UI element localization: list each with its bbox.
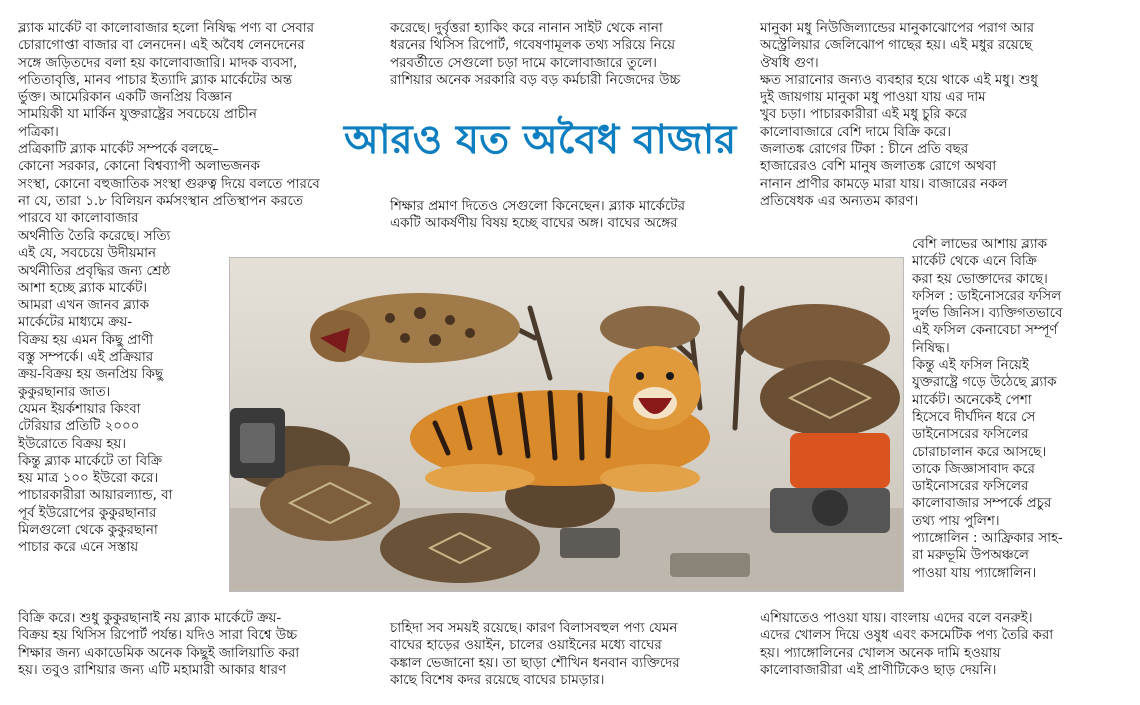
text-line: মার্কেট। অনেকেই পেশা [912, 392, 1032, 408]
text-line: চোরাচালান করে আসছে। [912, 444, 1047, 460]
text-line: ডাইনোসরের ফসিলের [912, 479, 1029, 495]
text-line: বিক্রয় হয় এমন কিছু প্রাণী [18, 332, 154, 348]
text-line: পাচারকারীরা আয়ারল্যান্ড, বা [18, 488, 173, 504]
text-line: সাময়িকী যা মার্কিন যুক্তরাষ্ট্রের সবচেয়ে প্রাচীন [18, 107, 257, 123]
text-line: পূর্ব ইউরোপের কুকুরছানার [18, 505, 157, 521]
text-line: নিষিদ্ধ। [912, 340, 950, 356]
text-line: রা মরুভূমি উপঅঞ্চলে [912, 548, 1029, 564]
text-line: কিন্তু এই ফসিল নিয়েই [912, 358, 1029, 374]
text-line: সঙ্গে জড়িতদের বলা হয় কালোবাজারি। মাদক ব্যবসা, [18, 55, 298, 71]
col2-bottom-text [390, 620, 680, 689]
text-line: বস্তু সম্পর্কে। এই প্রক্রিয়ার [18, 350, 154, 366]
text-line: প্রত্রিকাটি ব্ল্যাক মার্কেট সম্পর্কে বলছে– [18, 142, 219, 158]
col3-right-text [912, 236, 1063, 582]
text-line: প্যাঙ্গোলিন : আফ্রিকার সাহ- [912, 531, 1063, 547]
text-line: মার্কেট থেকে এনে বিক্রি [912, 254, 1037, 270]
text-line: ক্রয়-বিক্রয় হয় জনপ্রিয় কিছু [18, 367, 163, 383]
text-line: এই যে, সবচেয়ে উদীয়মান [18, 246, 156, 262]
text-line: মার্কেটের মাধ্যমে ক্রয়- [18, 315, 133, 331]
text-line: বিক্রয় হয় থিসিস রিপোর্ট পর্যন্ত। যদিও সারা বিশ্বে উচ্চ [18, 628, 297, 644]
col1-bottom-text [18, 610, 299, 679]
text-line: যেমন ইয়র্কশায়ার কিংবা [18, 401, 141, 417]
text-line: খুব চড়া। পাচারকারীরা এই মধু চুরি করে [760, 107, 968, 123]
text-line: কুকুরছানার জাত। [18, 384, 111, 400]
col2-mid-text [390, 198, 685, 233]
text-line: অস্ট্রেলিয়ার জেলিঝোপ গাছের হয়। এই মধুর রয়েছে [760, 38, 1033, 54]
text-line: বিক্রি করে। শুধু কুকুরছানাই নয় ব্ল্যাক মার্কেটে ক্রয়- [18, 611, 282, 626]
seized-wildlife-photo [229, 257, 904, 592]
text-line: পাওয়া যায় প্যাঙ্গোলিন। [912, 565, 1037, 581]
text-line: ঔষধি গুণ। [760, 55, 819, 71]
text-line: টেরিয়ার প্রতিটি ২০০০ [18, 419, 140, 435]
text-line: হয়। প্যাঙ্গোলিনের খোলস অনেক দামি হওয়ায় [760, 645, 1001, 661]
col3-bottom-text [760, 610, 1053, 679]
text-line: জলাতঙ্ক রোগের টিকা : চীনে প্রতি বছর [760, 142, 969, 158]
text-line: হাজারেরও বেশি মানুষ জলাতঙ্ক রোগে অথবা [760, 159, 997, 175]
text-line: অর্থনীতির প্রবৃদ্ধির জন্য শ্রেষ্ঠ [18, 263, 171, 279]
text-line: পারবে যা কালোবাজার [18, 211, 139, 227]
text-line: তথ্য পায় পুলিশ। [912, 513, 1000, 529]
article-headline: আরও যত অবৈধ বাজার [344, 116, 737, 163]
text-line: একটি আকর্ষণীয় বিষয় হচ্ছে বাঘের অঙ্গ। বাঘের অঙ্গের [390, 216, 678, 232]
text-line: চাহিদা সব সময়ই রয়েছে। কারণ বিলাসবহুল পণ্য যেমন [390, 621, 678, 636]
text-line: করেছে। দুর্বৃত্তরা হ্যাকিং করে নানান সাইট থেকে নানা [390, 21, 663, 36]
text-line: কালোবাজারে বেশি দামে বিক্রি করে। [760, 124, 952, 140]
text-line: ইউরোতে বিক্রয় হয়। [18, 436, 127, 452]
text-line: হয় মাত্র ১০০ ইউরো করে। [18, 471, 159, 487]
text-line: ব্ল্যাক মার্কেট বা কালোবাজার হলো নিষিদ্ধ পণ্য বা সেবার [18, 21, 314, 36]
text-line: কাছে বিশেষ কদর রয়েছে বাঘের চামড়ার। [390, 672, 605, 688]
col1-left-text [18, 228, 172, 557]
col2-top-text [390, 20, 680, 89]
text-line: কোনো সরকার, কোনো বিশ্বব্যাপী অলাভজনক [18, 159, 260, 175]
text-line: ধরনের থিসিস রিপোর্ট, গবেষণামূলক তথ্য সরিয়ে নিয়ে [390, 38, 676, 54]
text-line: কালোবাজারীরা এই প্রাণীটিকেও ছাড় দেয়নি। [760, 662, 997, 678]
text-line: অর্থনীতি তৈরি করেছে। সত্যি [18, 229, 171, 244]
text-line: মানুকা মধু নিউজিল্যান্ডের মানুকাঝোপের পরাগ আর [760, 21, 1034, 36]
text-line: ক্ষত সারানোর জন্যও ব্যবহার হয়ে থাকে এই মধু। শুধু [760, 72, 1038, 88]
text-line: র্ভুক্ত। আমেরিকান একটি জনপ্রিয় বিজ্ঞান [18, 90, 233, 106]
text-line: আমরা এখন জানব ব্ল্যাক [18, 298, 150, 314]
text-line: আশা হচ্ছে ব্ল্যাক মার্কেট। [18, 280, 148, 296]
text-line: বেশি লাভের আশায় ব্ল্যাক [912, 237, 1047, 252]
text-line: দুর্লভ জিনিস। ব্যক্তিগতভাবে [912, 306, 1063, 322]
text-line: কিন্তু ব্ল্যাক মার্কেটে তা বিক্রি [18, 453, 163, 469]
text-line: এদের খোলস দিয়ে ওষুধ এবং কসমেটিক পণ্য তৈরি করা [760, 628, 1054, 644]
text-line: হিসেবে দীর্ঘদিন ধরে সে [912, 409, 1036, 425]
text-line: হয়। তবুও রাশিয়ার জন্য এটি মহামারী আকার ধারণ [18, 662, 287, 678]
text-line: তাকে জিজ্ঞাসাবাদ করে [912, 461, 1035, 477]
text-line: এই ফসিল কেনাবেচা সম্পূর্ণ [912, 323, 1058, 339]
text-line: করা হয় ভোক্তাদের কাছে। [912, 271, 1048, 287]
text-line: চোরাগোপ্তা বাজার বা লেনদেন। এই অবৈধ লেনদেনের [18, 38, 305, 54]
text-line: এশিয়াতেও পাওয়া যায়। বাংলায় এদের বলে বনরুই। [760, 611, 1033, 626]
text-line: পরবর্তীতে সেগুলো চড়া দামে কালোবাজারে তুলে। [390, 55, 657, 71]
text-line: পাচার করে এনে সস্তায় [18, 540, 139, 556]
text-line: কঙ্কাল ভেজানো হয়। তা ছাড়া শৌখিন ধনবান ব্যক্তিদের [390, 655, 680, 671]
text-line: রাশিয়ার অনেক সরকারি বড় বড় কর্মচারী নিজেদের উচ্চ [390, 72, 681, 88]
text-line: প্রতিষেধক এর অন্যতম কারণ। [760, 193, 919, 209]
text-line: না যে, তারা ১.৮ বিলিয়ন কর্মসংস্থান প্রতিস্থাপন করতে [18, 193, 303, 209]
text-line: কালোবাজার সম্পর্কে প্রচুর [912, 496, 1052, 512]
text-line: পতিতাবৃত্তি, মানব পাচার ইত্যাদি ব্ল্যাক মার্কেটের অন্ত [18, 72, 292, 88]
text-line: ডাইনোসরের ফসিলের [912, 427, 1029, 443]
col1-top-text [18, 20, 320, 228]
text-line: নানান প্রাণীর কামড়ে মারা যায়। বাজারের নকল [760, 176, 1008, 192]
text-line: দুই জায়গায় মানুকা মধু পাওয়া যায় এর দাম [760, 90, 986, 106]
text-line: সংস্থা, কোনো বহুজাতিক সংস্থা গুরুত্ব দিয়ে বলতে পারবে [18, 176, 320, 192]
text-line: শিক্ষার প্রমাণ দিতেও সেগুলো কিনেছেন। ব্ল্যাক মার্কেটের [390, 199, 685, 214]
text-line: পত্রিকা। [18, 124, 59, 140]
text-line: ফসিল : ডাইনোসরের ফসিল [912, 288, 1062, 304]
text-line: মিলগুলো থেকে কুকুরছানা [18, 523, 158, 539]
text-line: শিক্ষার জন্য একাডেমিক অনেক কিছুই জালিয়াতি করা [18, 645, 300, 661]
col3-top-text [760, 20, 1038, 210]
text-line: বাঘের হাড়ের ওয়াইন, চালের ওয়াইনের মধ্যে বাঘের [390, 638, 662, 654]
text-line: যুক্তরাষ্ট্রে গড়ে উঠেছে ব্ল্যাক [912, 375, 1057, 391]
